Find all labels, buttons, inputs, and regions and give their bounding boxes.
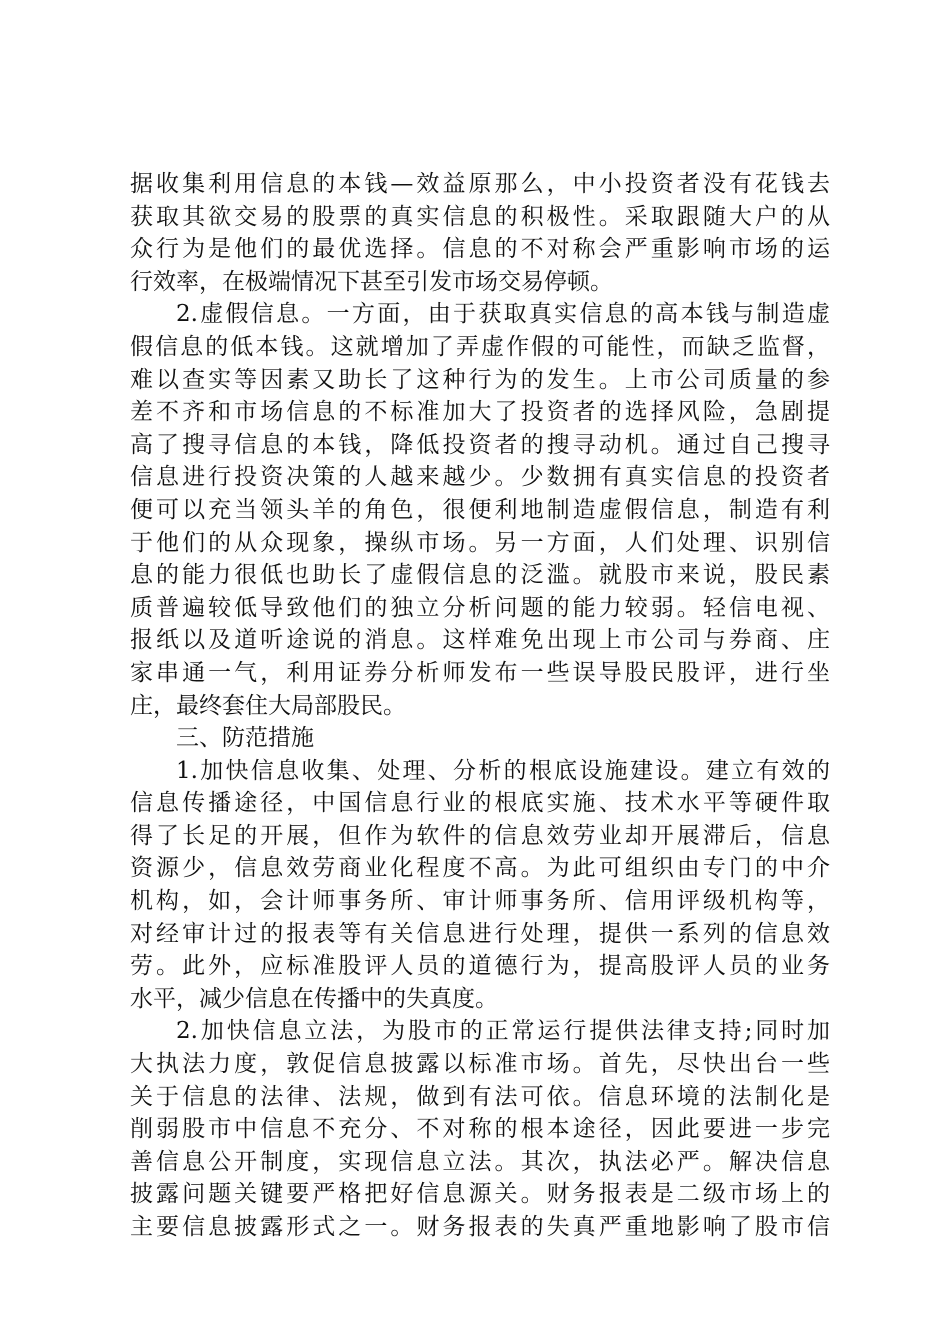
paragraph-line: 2.加快信息立法，为股市的正常运行提供法律支持;同时加 (176, 1018, 830, 1045)
paragraph-line: 2.虚假信息。一方面，由于获取真实信息的高本钱与制造虚 (176, 301, 830, 328)
paragraph-line: 削弱股市中信息不充分、不对称的根本途径，因此要进一步完 (130, 1116, 830, 1143)
paragraph-line: 信息传播途径，中国信息行业的根底实施、技术水平等硬件取 (130, 790, 830, 817)
paragraph-line: 假信息的低本钱。这就增加了弄虚作假的可能性，而缺乏监督， (130, 333, 830, 360)
paragraph-line: 劳。此外，应标准股评人员的道德行为，提高股评人员的业务 (130, 953, 830, 980)
paragraph-line: 难以查实等因素又助长了这种行为的发生。上市公司质量的参 (130, 366, 830, 393)
paragraph-line: 高了搜寻信息的本钱，降低投资者的搜寻动机。通过自己搜寻 (130, 431, 830, 458)
paragraph-line: 披露问题关键要严格把好信息源关。财务报表是二级市场上的 (130, 1181, 830, 1208)
paragraph-line: 质普遍较低导致他们的独立分析问题的能力较弱。轻信电视、 (130, 594, 830, 621)
paragraph-line: 家串通一气，利用证券分析师发布一些误导股民股评，进行坐 (130, 659, 830, 686)
section-heading: 三、防范措施 (176, 725, 314, 752)
paragraph-line: 据收集利用信息的本钱—效益原那么，中小投资者没有花钱去 (130, 171, 830, 197)
paragraph-line: 资源少，信息效劳商业化程度不高。为此可组织由专门的中介 (130, 855, 830, 882)
paragraph-line: 众行为是他们的最优选择。信息的不对称会严重影响市场的运 (130, 236, 830, 263)
paragraph-line: 1.加快信息收集、处理、分析的根底设施建设。建立有效的 (176, 757, 830, 784)
document-body (130, 168, 830, 1244)
paragraph-line: 行效率，在极端情况下甚至引发市场交易停顿。 (130, 268, 613, 295)
paragraph-line: 大执法力度，敦促信息披露以标准市场。首先，尽快出台一些 (130, 1051, 830, 1078)
paragraph-line: 对经审计过的报表等有关信息进行处理，提供一系列的信息效 (130, 920, 830, 947)
paragraph-line: 报纸以及道听途说的消息。这样难免出现上市公司与券商、庄 (130, 627, 830, 654)
paragraph-line: 便可以充当领头羊的角色，很便利地制造虚假信息，制造有利 (130, 496, 830, 523)
paragraph-line: 息的能力很低也助长了虚假信息的泛滥。就股市来说，股民素 (130, 562, 830, 589)
paragraph-line: 水平，减少信息在传播中的失真度。 (130, 985, 498, 1012)
paragraph-line: 主要信息披露形式之一。财务报表的失真严重地影响了股市信 (130, 1214, 830, 1240)
paragraph-line: 得了长足的开展，但作为软件的信息效劳业却开展滞后，信息 (130, 822, 830, 849)
paragraph-line: 善信息公开制度，实现信息立法。其次，执法必严。解决信息 (130, 1148, 830, 1175)
paragraph-line: 机构，如，会计师事务所、审计师事务所、信用评级机构等， (130, 888, 830, 915)
paragraph-line: 获取其欲交易的股票的真实信息的积极性。采取跟随大户的从 (130, 203, 830, 230)
paragraph-line: 庄，最终套住大局部股民。 (130, 692, 406, 719)
paragraph-line: 信息进行投资决策的人越来越少。少数拥有真实信息的投资者 (130, 464, 830, 491)
paragraph-line: 差不齐和市场信息的不标准加大了投资者的选择风险，急剧提 (130, 399, 830, 426)
paragraph-line: 于他们的从众现象，操纵市场。另一方面，人们处理、识别信 (130, 529, 830, 556)
paragraph-line: 关于信息的法律、法规，做到有法可依。信息环境的法制化是 (130, 1083, 830, 1110)
